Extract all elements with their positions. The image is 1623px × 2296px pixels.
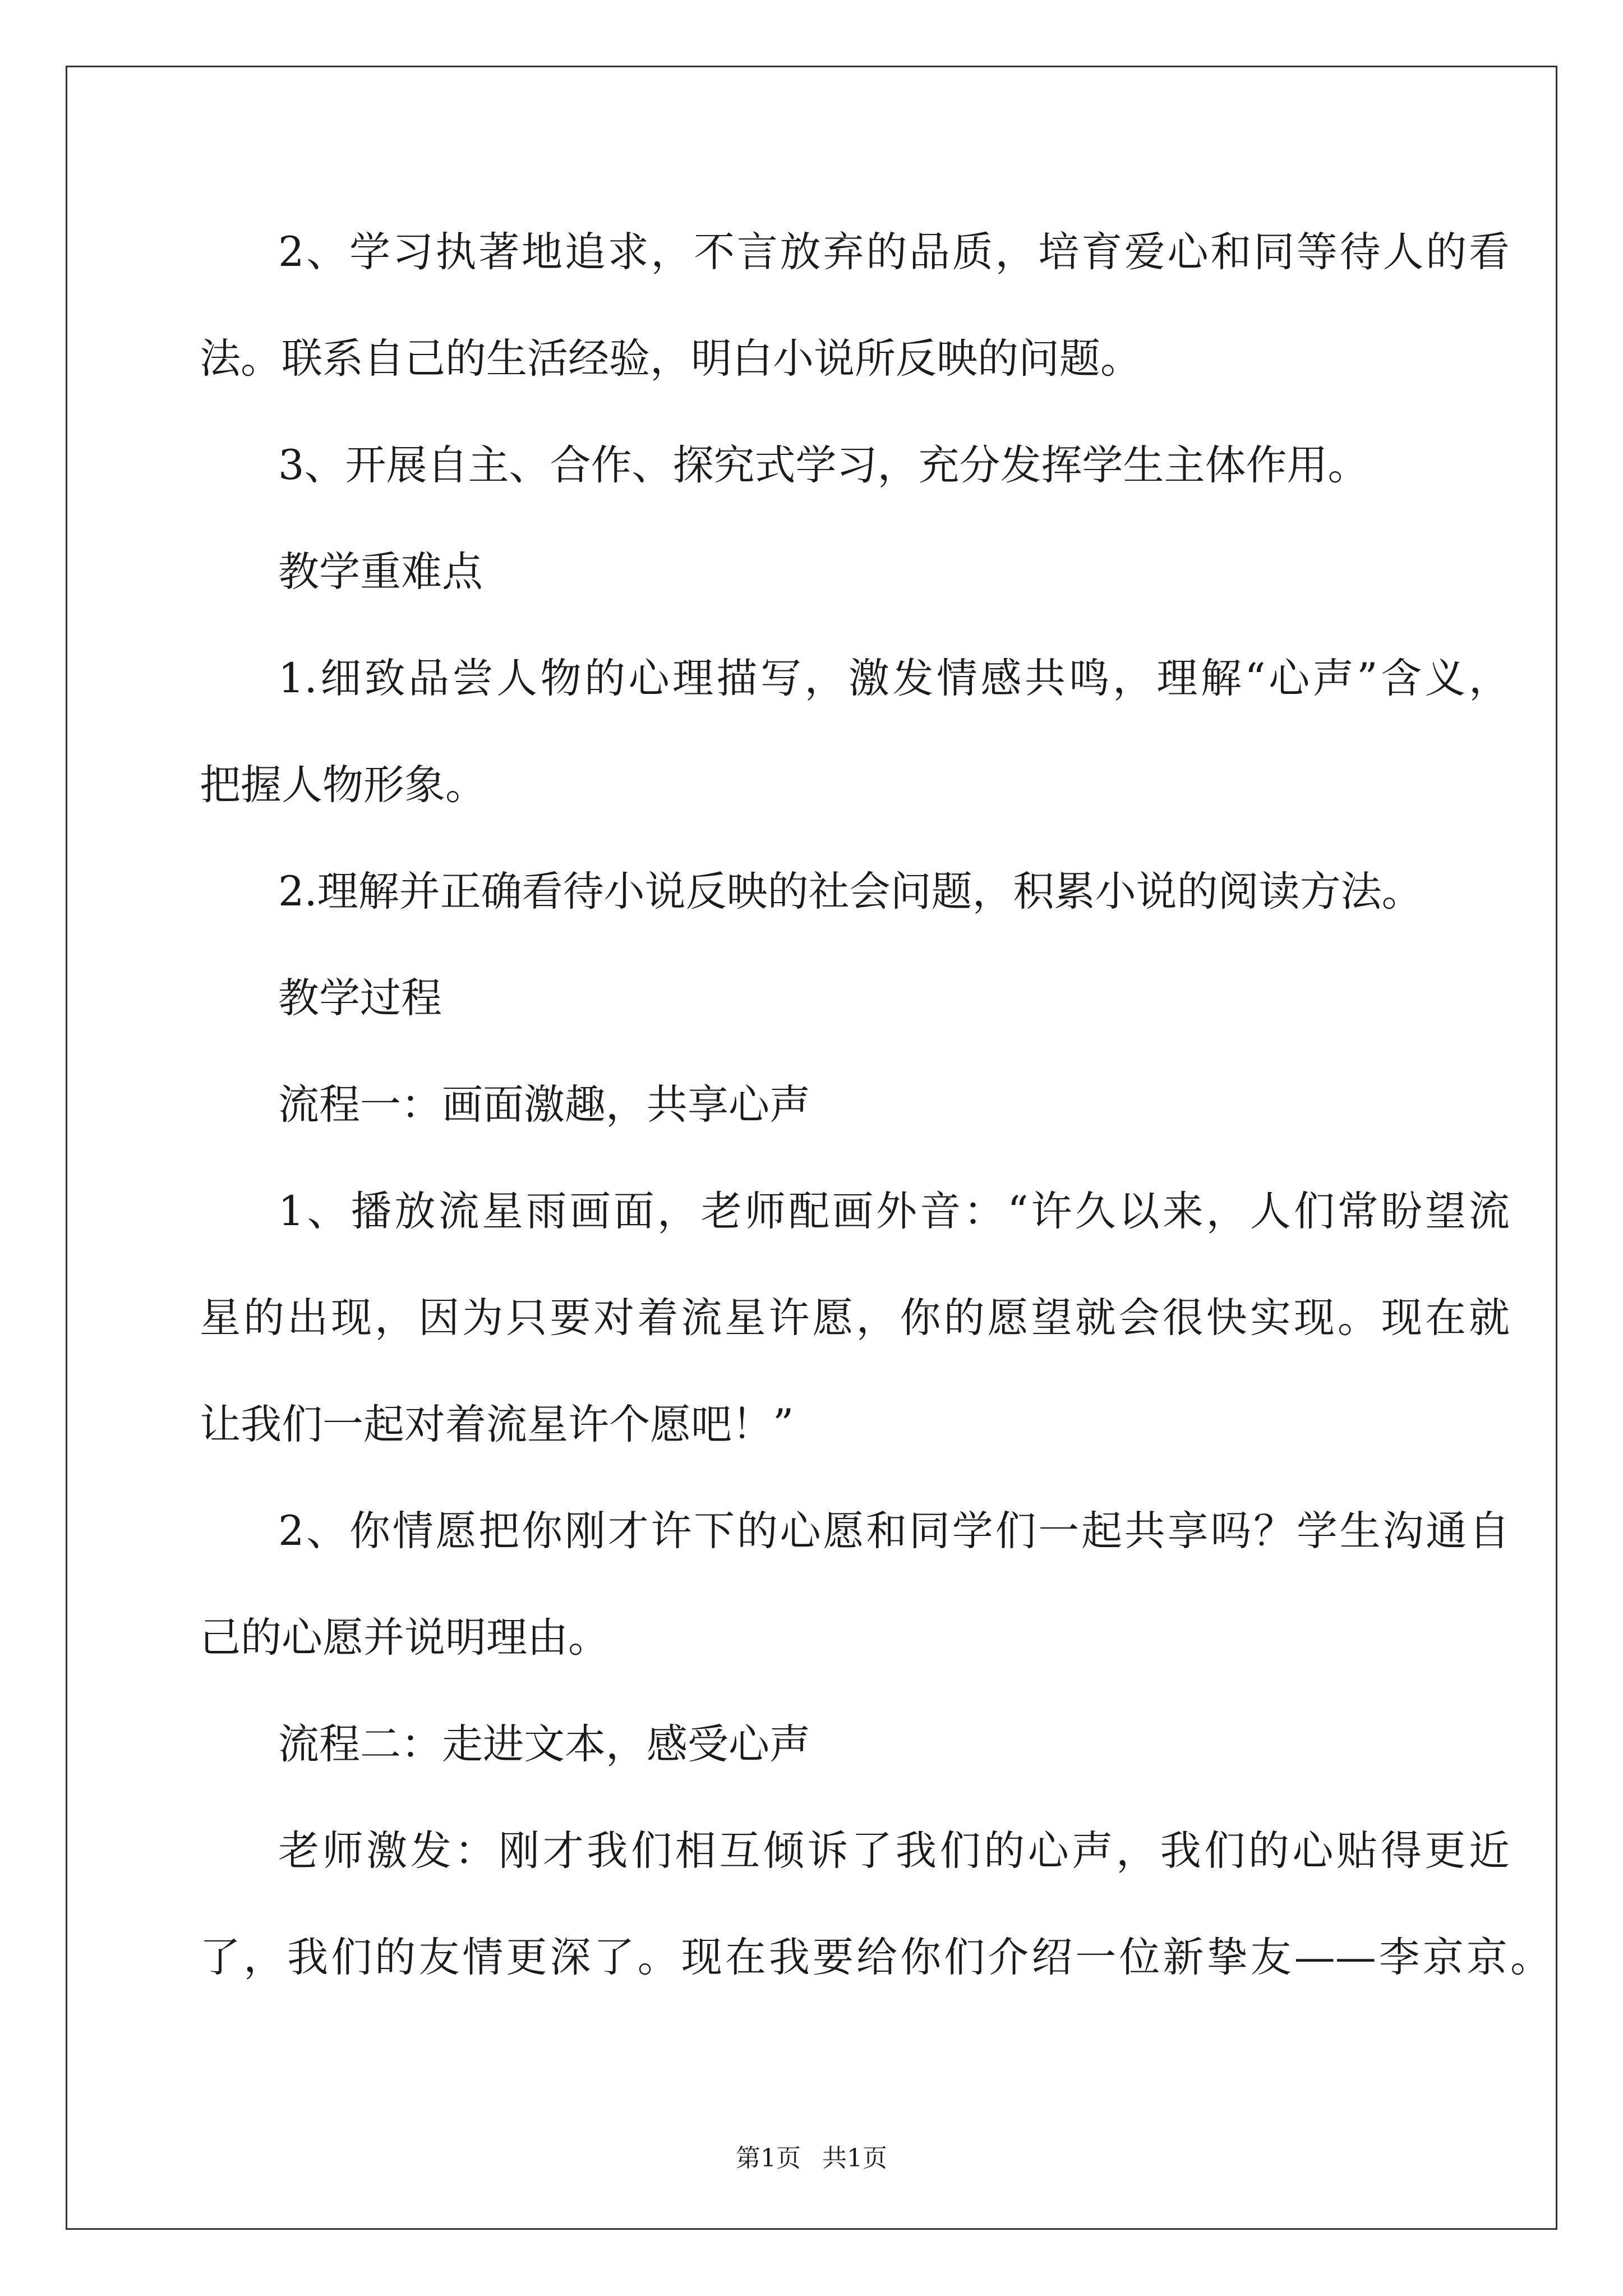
paragraph-line: 1、播放流星雨画面，老师配画外音：“许久以来，人们常盼望流 <box>278 1188 1510 1235</box>
paragraph-line: 己的心愿并说明理由。 <box>200 1614 609 1662</box>
paragraph-line: 2、你情愿把你刚才许下的心愿和同学们一起共享吗？学生沟通自 <box>278 1507 1510 1555</box>
section-heading: 教学重难点 <box>278 548 483 596</box>
page-number: 第1页 <box>736 2144 801 2173</box>
subsection-heading: 流程一：画面激趣，共享心声 <box>278 1081 810 1129</box>
paragraph-line: 了，我们的友情更深了。现在我要给你们介绍一位新挚友——李京京。 <box>200 1934 1551 1981</box>
paragraph-line: 3、开展自主、合作、探究式学习，充分发挥学生主体作用。 <box>278 441 1369 489</box>
paragraph-line: 2.理解并正确看待小说反映的社会问题，积累小说的阅读方法。 <box>278 868 1423 915</box>
subsection-heading: 流程二：走进文本，感受心声 <box>278 1720 810 1768</box>
paragraph-line: 让我们一起对着流星许个愿吧！” <box>200 1401 794 1448</box>
paragraph-line: 把握人物形象。 <box>200 761 486 809</box>
paragraph-line: 1.细致品尝人物的心理描写，激发情感共鸣，理解“心声”含义， <box>278 655 1510 702</box>
paragraph-line: 2、学习执著地追求，不言放弃的品质，培育爱心和同等待人的看 <box>278 228 1510 276</box>
section-heading: 教学过程 <box>278 974 442 1022</box>
paragraph-line: 星的出现，因为只要对着流星许愿，你的愿望就会很快实现。现在就 <box>200 1294 1510 1342</box>
paragraph-line: 法。联系自己的生活经验，明白小说所反映的问题。 <box>200 335 1141 383</box>
page-total: 共1页 <box>822 2144 887 2173</box>
paragraph-line: 老师激发：刚才我们相互倾诉了我们的心声，我们的心贴得更近 <box>278 1827 1510 1875</box>
page-footer <box>0 2142 1623 2175</box>
